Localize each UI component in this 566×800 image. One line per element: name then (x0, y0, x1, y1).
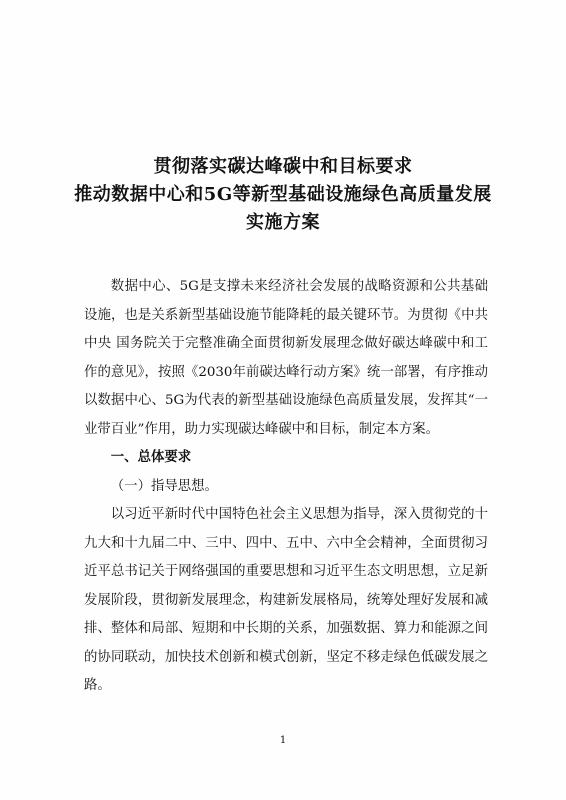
document-title (60, 153, 506, 237)
title-line-1: 贯彻落实碳达峰碳中和目标要求 (153, 156, 413, 177)
title-line-2: 推动数据中心和5G等新型基础设施绿色高质量发展 (74, 184, 492, 205)
section-heading: 一、总体要求 (110, 450, 192, 465)
guiding-paragraph: 以习近平新时代中国特色社会主义思想为指导，深入贯彻党的十九大和十九届二中、三中、四中、五中、六中全会精神，全面贯彻习近平总书记关于网络强国的重要思想和习近平生态文明思想，立足新发展阶段，贯彻新发展理念，构建新发展格局，统筹处理好发展和减排、整体和局部、短期和中长期的关系，加强数据、算力和能源之间的协同联动，加快技术创新和模式创新，坚定不移走绿色低碳发展之路。 (84, 507, 488, 693)
document-body (84, 273, 488, 701)
subsection-heading: （一）指导思想。 (110, 478, 218, 494)
intro-paragraph: 数据中心、5G是支撑未来经济社会发展的战略资源和公共基础设施，也是关系新型基础设施节能降耗的最关键环节。为贯彻《中共中央 国务院关于完整准确全面贯彻新发展理念做好碳达峰碳中和工作的意见》，按照《2030年前碳达峰行动方案》统一部署，有序推动以数据中心、5G为代表的新型基础设施绿色高质量发展，发挥其“一业带百业”作用，助力实现碳达峰碳中和目标，制定本方案。 (84, 279, 488, 437)
page-number: 1 (279, 735, 287, 746)
title-line-3: 实施方案 (246, 212, 320, 233)
